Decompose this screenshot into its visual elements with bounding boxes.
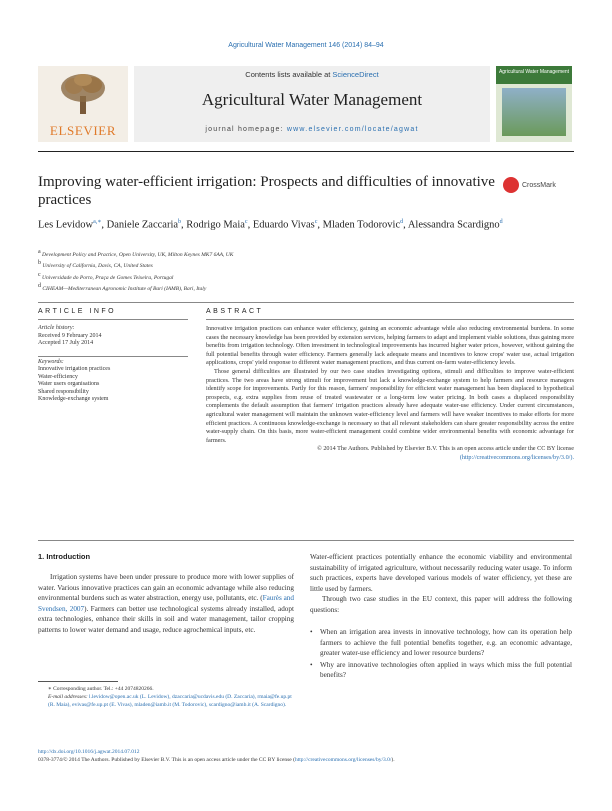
copyright-text: © 2014 The Authors. Published by Elsevier B.V. This is an open access article under the CC BY license [317,445,574,453]
article-info [38,325,188,404]
crossmark-icon[interactable] [503,177,519,193]
author-affiliation-mark[interactable]: b [178,219,182,225]
journal-band [134,66,490,142]
contents-prefix: Contents lists available at [245,70,333,79]
author-affiliation-mark[interactable]: d [499,219,503,225]
email-label: E-mail addresses: [48,694,88,700]
contents-line [134,70,490,79]
author-name: Mladen Todorovic [322,219,401,231]
section-heading-introduction: 1. Introduction [38,552,91,561]
affiliation-text: CIHEAM—Mediterranean Agronomic Institute of Bari (IAMB), Bari, Italy [42,285,207,292]
affiliation-item [38,271,568,282]
publisher-name: ELSEVIER [49,123,117,138]
history-label: Article history: [38,325,75,331]
abstract-paragraph-2: Those general difficulties are illustrated by our two case studies investigating options, stimuli and difficulties to improve water-efficient practices. The two areas have strong stimuli for improvement but lack a knowledge-exchange system to help farmers and resource managers identify scope for improvements. Partly for this reason, farmers' responsibility for efficient water management has been displaced to hypothetical prospects, e.g. extra supplies from reuse of treated wastewater or a long-term low water pricing. In both cases a displaced responsibility complements the default assumption that farmers' irrigation practices already have adequate water-use efficiency. Under current circumstances, agricultural water management will maintain the unknown water-efficiency level and farmers will have weaker incentives to make efforts for more efficient practices. A continuous knowledge-exchange is necessary so that all relevant stakeholders can share greater responsibility across the entire water-supply chain. On this basis, more water-efficient management could combine wider environmental benefits with economic advantage for farmers. [206,367,574,444]
author-separator: , [101,219,107,231]
author-affiliation-mark[interactable]: a,∗ [93,219,102,225]
crossmark-label[interactable]: CrossMark [522,182,556,189]
copyright-line [206,445,574,462]
affiliation-item [38,259,568,270]
author-affiliation-mark[interactable]: c [244,219,248,225]
abstract-rule [206,319,574,320]
license-link[interactable]: (http://creativecommons.org/licenses/by/3.0/). [459,453,574,461]
article-info-heading: ARTICLE INFO [38,308,117,315]
footnote-rule [38,681,118,682]
author-name: Daniele Zaccaria [106,219,179,231]
affiliation-item [38,282,568,293]
issn-end: ). [391,757,395,763]
author-separator: , [317,219,323,231]
article-title: Improving water-efficient irrigation: Prospects and difficulties of innovative practices [38,174,495,208]
keyword: Water users organisations [38,381,100,387]
footnotes [38,685,294,709]
keyword: Innovative irrigation practices [38,366,111,372]
header-rule [38,151,574,152]
author-separator: , [181,219,187,231]
author-affiliation-mark[interactable]: c [314,219,318,225]
keyword: Shared responsibility [38,388,89,395]
right-paragraph-1: Water-efficient practices potentially enhance the economic viability and environmental sustainability of irrigated agriculture, without necessarily reducing water usage. To inform such practices, experts have developed various models of water efficiency, yet these are little used by farmers. [310,553,572,593]
journal-citation[interactable]: Agricultural Water Management 146 (2014) 84–94 [228,42,384,49]
journal-header [38,66,490,142]
journal-cover-image [496,66,572,142]
doi-link[interactable]: http://dx.doi.org/10.1016/j.agwat.2014.07.012 [38,749,140,755]
affiliation-mark: c [38,271,41,278]
homepage-link[interactable]: www.elsevier.com/locate/agwat [286,126,419,133]
affiliation-text: University of California, Davis, CA, United States [42,263,153,270]
affiliation-mark: a [38,249,41,255]
left-column [38,572,294,635]
citation-link[interactable]: Faurès and Svendsen, 2007 [38,594,294,613]
question-list [310,627,572,681]
intro-text-a: Irrigation systems have been under pressure to produce more with lower supplies of water. Various innovative practices can gain an economic advantage while also reducing environmental burdens such as water abstraction, energy use, pollutants, etc. ( [38,573,294,602]
received-date: Received 9 February 2014 [38,332,102,339]
intro-text-b: ). Farmers can better use technological systems already installed, adopt extra technologies, enhance their skills in soil and water management, tailor cropping patterns to lower water demand and usage, reduce agrochemical inputs, etc. [38,604,294,634]
affiliation-item [38,248,568,259]
affiliation-mark: b [38,260,41,267]
issn-text: 0378-3774/© 2014 The Authors. Published by Elsevier B.V. This is an open access article under the CC BY license ( [38,757,295,763]
issn-license-link[interactable]: http://creativecommons.org/licenses/by/3.0/ [294,757,392,763]
keyword: Knowledge-exchange system [38,396,109,402]
journal-homepage [134,126,490,133]
sciencedirect-link[interactable]: ScienceDirect [332,70,379,79]
author-separator: , [247,219,253,231]
abstract-bottom-rule [38,540,574,541]
keyword-list [38,366,188,404]
email-list[interactable]: l.levidow@open.ac.uk (L. Levidow), dzaccaria@ucdavis.edu (D. Zaccaria), rmaia@fe.up.pt (R. Maia), evivas@fe.up.pt (E. Vivas), mladen@iamb.it (M. Todorovic), scardigno@iamb.it (A. Scardigno). [48,694,292,708]
right-paragraph-2: Through two case studies in the EU context, this paper will address the following questions: [310,595,572,614]
email-addresses [38,693,294,709]
author-name: Alessandra Scardigno [407,219,500,231]
abstract-paragraph-1: Innovative irrigation practices can enhance water efficiency, gaining an economic advantage while also reducing environmental burdens. In some cases the necessary knowledge has been provided by extension services, helping farmers to adapt and implement viable solutions, thus gaining more benefits from irrigation technology. Often investment in technological improvements has incurred higher water prices, however, without gaining the full potential benefits through water efficiency. Farmers generally lack adequate means and incentives to know crops' water use, actual irrigation applications, crops' yield response to different water management practices, and thus current on-farm water-efficiency levels. [206,325,574,367]
keywords-rule [38,356,188,357]
affiliation-text: Development Policy and Practice, Open University, UK, Milton Keynes MK7 6AA, UK [42,251,234,258]
affiliations [38,248,568,293]
keyword: Water-efficiency [38,373,78,380]
right-column [310,552,572,682]
author-name: Rodrigo Maia [186,219,245,231]
cover-photo [502,88,566,136]
author-separator: , [403,219,408,231]
article-info-rule [38,319,188,320]
journal-name: Agricultural Water Management [201,90,423,109]
elsevier-tree-icon [58,72,108,116]
issn-line [38,757,578,763]
intro-paragraph-1 [38,572,294,635]
cover-title: Agricultural Water Management [498,69,570,75]
affiliation-text: Universidade do Porto, Praça de Gomes Teixeira, Portugal [42,274,174,281]
homepage-prefix: journal homepage: [205,126,287,133]
author-list [38,215,568,233]
corresponding-author: ∗ Corresponding author. Tel.: +44 2074820266. [48,686,154,692]
elsevier-logo[interactable] [38,66,128,142]
author-name: Eduardo Vivas [252,219,315,231]
question-item: • Why are innovative technologies often applied in ways which miss the full potential benefits? [310,660,572,681]
question-item: • When an irrigation area invests in innovative technology, how can its operation help farmers to achieve the full potential benefits together, e.g. an economic advantage, greater water-use efficiency and lower resource burdens? [310,627,572,659]
accepted-date: Accepted 17 July 2014 [38,340,94,346]
author-affiliation-mark[interactable]: d [400,219,404,225]
abstract [206,325,574,463]
affiliation-mark: d [38,282,41,289]
affil-rule [38,302,574,303]
abstract-heading: ABSTRACT [206,308,264,315]
keywords-label: Keywords: [38,358,64,365]
author-name: Les Levidow [38,219,94,231]
